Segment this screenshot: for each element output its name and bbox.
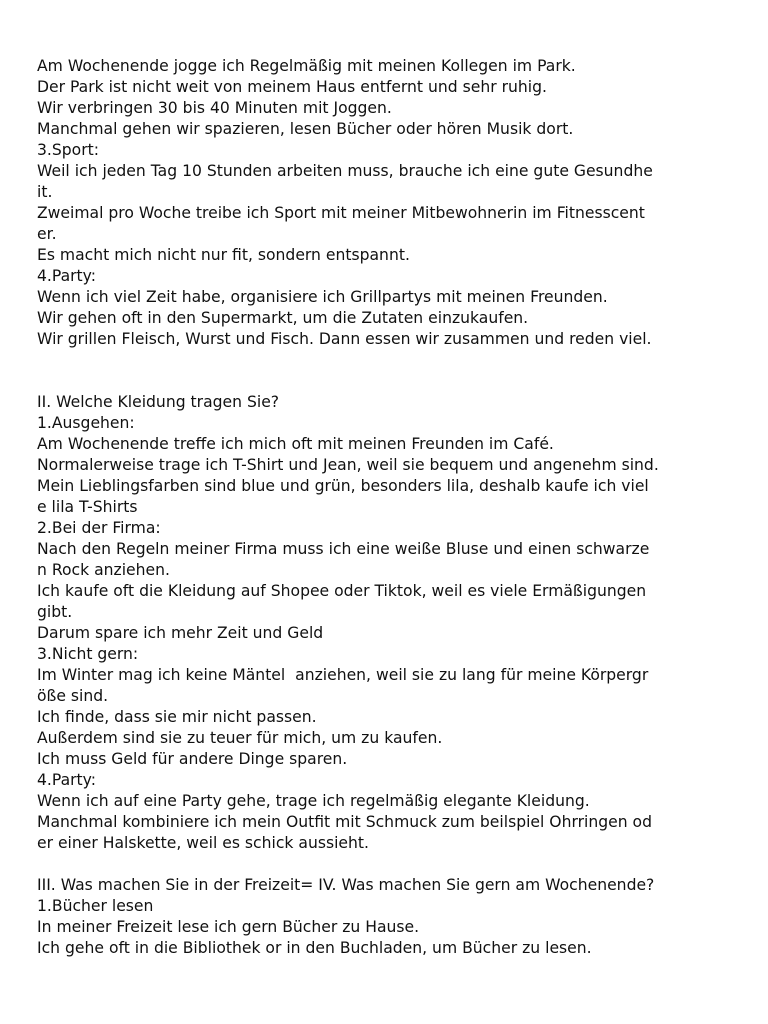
text-line: III. Was machen Sie in der Freizeit= IV. Was machen Sie gern am Wochenende? — [37, 876, 655, 894]
text-line: Ich gehe oft in die Bibliothek or in den Buchladen, um Bücher zu lesen. — [37, 939, 592, 957]
text-line: Ich kaufe oft die Kleidung auf Shopee oder Tiktok, weil es viele Ermäßigungen — [37, 582, 647, 600]
text-line: Darum spare ich mehr Zeit und Geld — [37, 624, 324, 642]
text-line: Am Wochenende jogge ich Regelmäßig mit meinen Kollegen im Park. — [37, 57, 576, 75]
text-line: Wir gehen oft in den Supermarkt, um die Zutaten einzukaufen. — [37, 309, 529, 327]
text-line: öße sind. — [37, 687, 109, 705]
text-line: Wenn ich viel Zeit habe, organisiere ich Grillpartys mit meinen Freunden. — [37, 288, 608, 306]
document-page — [37, 56, 745, 959]
text-line: er einer Halskette, weil es schick aussieht. — [37, 834, 369, 852]
text-line: Wir grillen Fleisch, Wurst und Fisch. Dann essen wir zusammen und reden viel. — [37, 330, 652, 348]
text-line: 3.Sport: — [37, 141, 99, 159]
text-line: Wenn ich auf eine Party gehe, trage ich regelmäßig elegante Kleidung. — [37, 792, 590, 810]
text-line: Außerdem sind sie zu teuer für mich, um zu kaufen. — [37, 729, 443, 747]
blank-line — [37, 854, 745, 875]
text-line: 1.Ausgehen: — [37, 414, 135, 432]
text-line: Im Winter mag ich keine Mäntel anziehen, weil sie zu lang für meine Körpergr — [37, 666, 649, 684]
text-line: er. — [37, 225, 57, 243]
text-line: 4.Party: — [37, 771, 97, 789]
text-line: Nach den Regeln meiner Firma muss ich eine weiße Bluse und einen schwarze — [37, 540, 650, 558]
blank-line — [37, 350, 745, 371]
text-line: n Rock anziehen. — [37, 561, 170, 579]
text-line: 3.Nicht gern: — [37, 645, 139, 663]
text-line: Ich muss Geld für andere Dinge sparen. — [37, 750, 348, 768]
text-line: Am Wochenende treffe ich mich oft mit meinen Freunden im Café. — [37, 435, 554, 453]
text-line: 4.Party: — [37, 267, 97, 285]
text-line: 1.Bücher lesen — [37, 897, 154, 915]
text-line: In meiner Freizeit lese ich gern Bücher zu Hause. — [37, 918, 420, 936]
text-line: Manchmal gehen wir spazieren, lesen Bücher oder hören Musik dort. — [37, 120, 574, 138]
text-line: 2.Bei der Firma: — [37, 519, 161, 537]
text-line: Ich finde, dass sie mir nicht passen. — [37, 708, 317, 726]
text-line: II. Welche Kleidung tragen Sie? — [37, 393, 280, 411]
text-line: Mein Lieblingsfarben sind blue und grün, besonders lila, deshalb kaufe ich viel — [37, 477, 649, 495]
blank-line — [37, 371, 745, 392]
text-line: gibt. — [37, 603, 73, 621]
text-line: Zweimal pro Woche treibe ich Sport mit meiner Mitbewohnerin im Fitnesscent — [37, 204, 645, 222]
text-line: Manchmal kombiniere ich mein Outfit mit Schmuck zum beilspiel Ohrringen od — [37, 813, 653, 831]
text-line: Weil ich jeden Tag 10 Stunden arbeiten muss, brauche ich eine gute Gesundhe — [37, 162, 653, 180]
text-line: e lila T-Shirts — [37, 498, 138, 516]
text-line: Der Park ist nicht weit von meinem Haus entfernt und sehr ruhig. — [37, 78, 547, 96]
text-line: Normalerweise trage ich T-Shirt und Jean, weil sie bequem und angenehm sind. — [37, 456, 659, 474]
text-line: it. — [37, 183, 53, 201]
text-line: Wir verbringen 30 bis 40 Minuten mit Joggen. — [37, 99, 392, 117]
text-line: Es macht mich nicht nur fit, sondern entspannt. — [37, 246, 410, 264]
